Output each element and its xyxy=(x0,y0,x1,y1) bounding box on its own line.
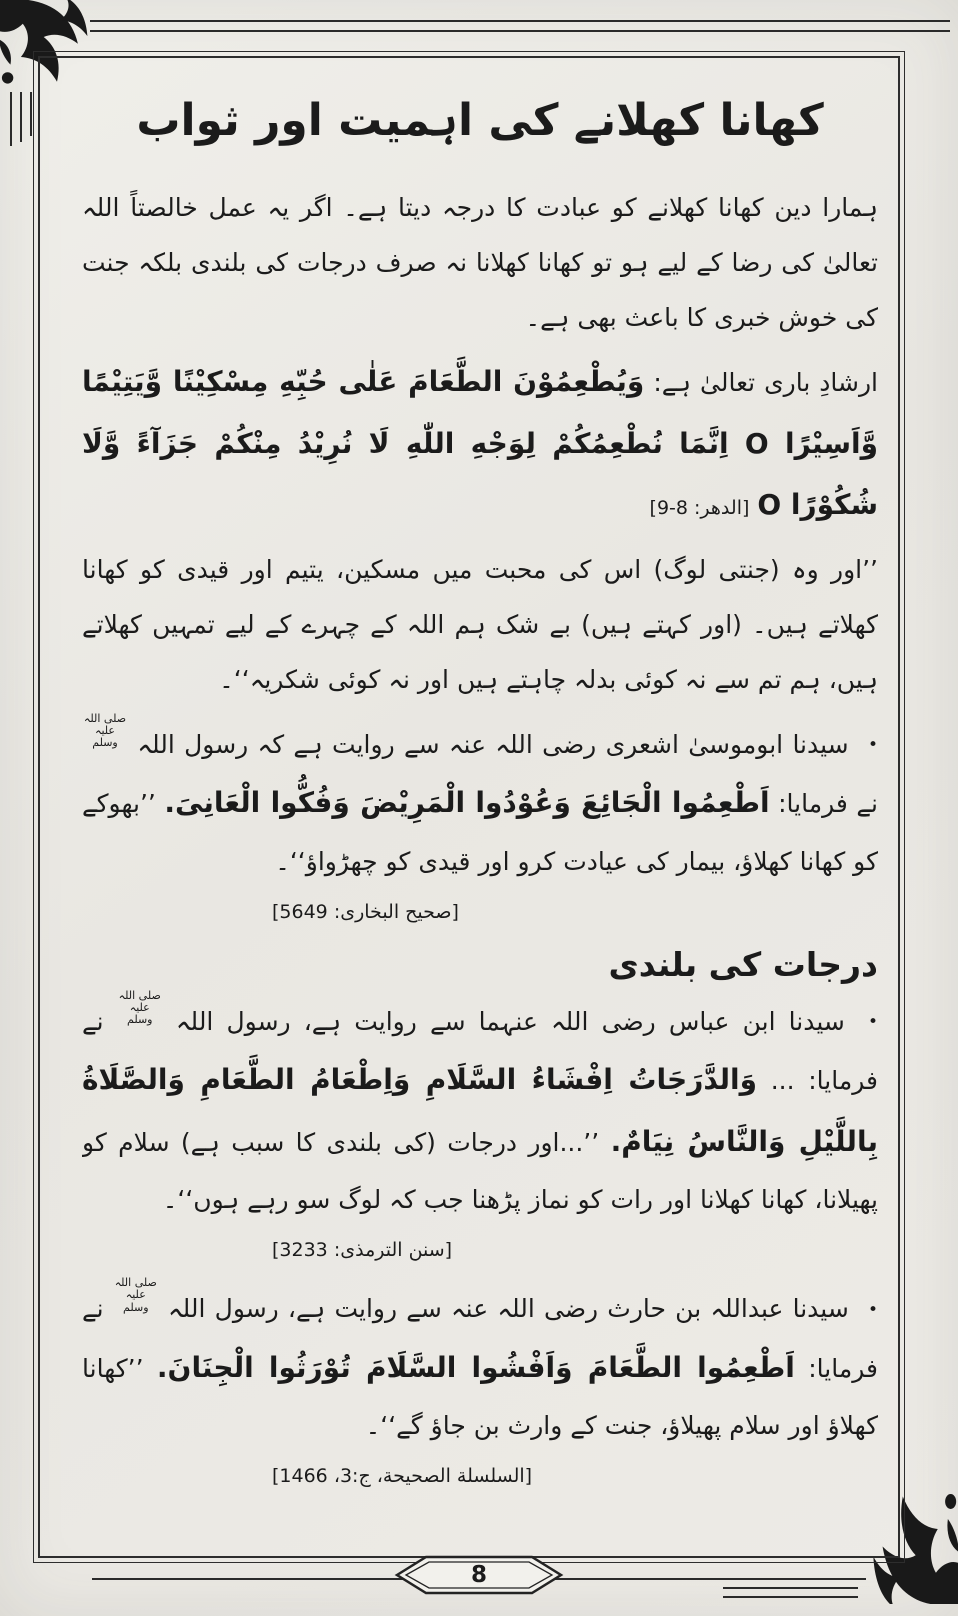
verse-arabic-text: وَیُطْعِمُوْنَ الطَّعَامَ عَلٰی حُبِّهِ مِسْکِیْنًا وَّیَتِیْمًا وَّاَسِیْرًا O اِنَّمَا نُطْعِمُکُمْ لِوَجْهِ اللّٰهِ لَا نُرِیْدُ مِنْکُمْ جَزَآءً وَّلَا شُکُوْرًا O xyxy=(82,365,878,522)
hadith-arabic-text: اَطْعِمُوا الطَّعَامَ وَاَفْشُوا السَّلَامَ تُوْرَثُوا الْجِنَانَ. xyxy=(156,1350,795,1384)
bullet-icon: • xyxy=(868,1011,878,1032)
left-rule-line xyxy=(10,92,12,146)
top-rule-line xyxy=(90,30,950,32)
page-title: کھانا کھلانے کی اہمیت اور ثواب xyxy=(136,95,824,146)
honorific-mark: صلی اللہ علیہ وسلم xyxy=(83,711,127,749)
hadith-text xyxy=(82,990,878,1227)
bullet-icon: • xyxy=(867,1299,878,1320)
hadith-reference: [صحیح البخاری: 5649] xyxy=(272,900,459,923)
hadith-arabic-text: اَطْعِمُوا الْجَائِعَ وَعُوْدُوا الْمَرِیْضَ وَفُکُّوا الْعَانِیَ. xyxy=(164,785,770,819)
verse-translation: ’’اور وہ (جنتی لوگ) اس کی محبت میں مسکین، یتیم اور قیدی کو کھانا کھلاتے ہیں۔ (اور کہتے ہیں) بے شک ہم اللہ کے چہرے کے لیے تمہیں کھلاتے ہیں، ہم تم سے نہ کوئی بدلہ چاہتے ہیں اور نہ کوئی شکریہ‘‘۔ xyxy=(82,554,878,694)
hadith-item xyxy=(82,990,878,1268)
bottom-rule-line xyxy=(723,1587,858,1589)
honorific-mark: صلی اللہ علیہ وسلم xyxy=(118,988,161,1026)
hadith-reference: [السلسلة الصحیحة، ج:3، 1466] xyxy=(272,1465,533,1488)
verse-reference: [الدهر: 8-9] xyxy=(649,497,750,520)
hadith-narrator: سیدنا ابوموسیٰ اشعری رضی اللہ عنہ سے روایت ہے کہ رسول اللہ xyxy=(137,729,849,759)
hadith-item xyxy=(82,713,878,929)
hadith-said: نے فرمایا: xyxy=(82,1294,878,1383)
intro-paragraph: ہمارا دین کھانا کھلانے کو عبادت کا درجہ دیتا ہے۔ اگر یہ عمل خالصتاً اللہ تعالیٰ کی رضا کے لیے ہو تو کھانا کھلانا نہ صرف درجات کی بلندی بلکہ جنت کی خوش خبری کا باعث بھی ہے۔ xyxy=(82,193,878,332)
floral-corner-ornament-icon xyxy=(0,0,95,95)
hadith-text xyxy=(82,1277,878,1453)
hadith-translation: ’’کھانا کھلاؤ اور سلام پھیلاؤ، جنت کے وارث بن جاؤ گے‘‘۔ xyxy=(82,1353,878,1441)
hadith-narrator: سیدنا عبداللہ بن حارث رضی اللہ عنہ سے روایت ہے، رسول اللہ xyxy=(167,1294,849,1324)
hadith-reference: [سنن الترمذی: 3233] xyxy=(272,1239,453,1262)
hadith-arabic-text: وَالدَّرَجَاتُ اِفْشَاءُ السَّلَامِ وَاِطْعَامُ الطَّعَامِ وَالصَّلَاةُ بِاللَّیْلِ وَالنَّاسُ نِیَامٌ. xyxy=(82,1062,878,1158)
page-number-cartouche xyxy=(394,1554,564,1600)
top-rule-line xyxy=(90,20,950,22)
hadith-item xyxy=(82,1277,878,1493)
page-content xyxy=(82,88,878,1544)
bottom-rule-line xyxy=(723,1596,858,1598)
verse-intro: ارشادِ باری تعالیٰ ہے: xyxy=(653,368,878,397)
honorific-mark: صلی اللہ علیہ وسلم xyxy=(114,1276,157,1314)
section-heading: درجات کی بلندی xyxy=(608,944,878,984)
hadith-translation: ’’...اور درجات (کی بلندی کا سبب ہے) سلام کو پھیلانا، کھانا کھلانا اور رات کو نماز پڑھنا جب کہ لوگ سو رہے ہوں‘‘۔ xyxy=(82,1127,878,1215)
left-rule-line xyxy=(30,92,32,136)
bullet-icon: • xyxy=(867,734,878,755)
page-number: 8 xyxy=(471,1562,488,1588)
hadith-text xyxy=(82,713,878,889)
floral-corner-ornament-icon xyxy=(866,1479,958,1604)
hadith-translation: ’’بھوکے کو کھانا کھلاؤ، بیمار کی عیادت کرو اور قیدی کو چھڑواؤ‘‘۔ xyxy=(82,788,878,876)
hadith-narrator: سیدنا ابن عباس رضی اللہ عنہما سے روایت ہے، رسول اللہ xyxy=(175,1006,845,1036)
left-rule-line xyxy=(20,92,22,142)
hadith-said: نے فرمایا: ... xyxy=(82,1006,878,1095)
quran-verse-paragraph xyxy=(82,351,878,536)
hadith-said: نے فرمایا: xyxy=(778,788,878,818)
